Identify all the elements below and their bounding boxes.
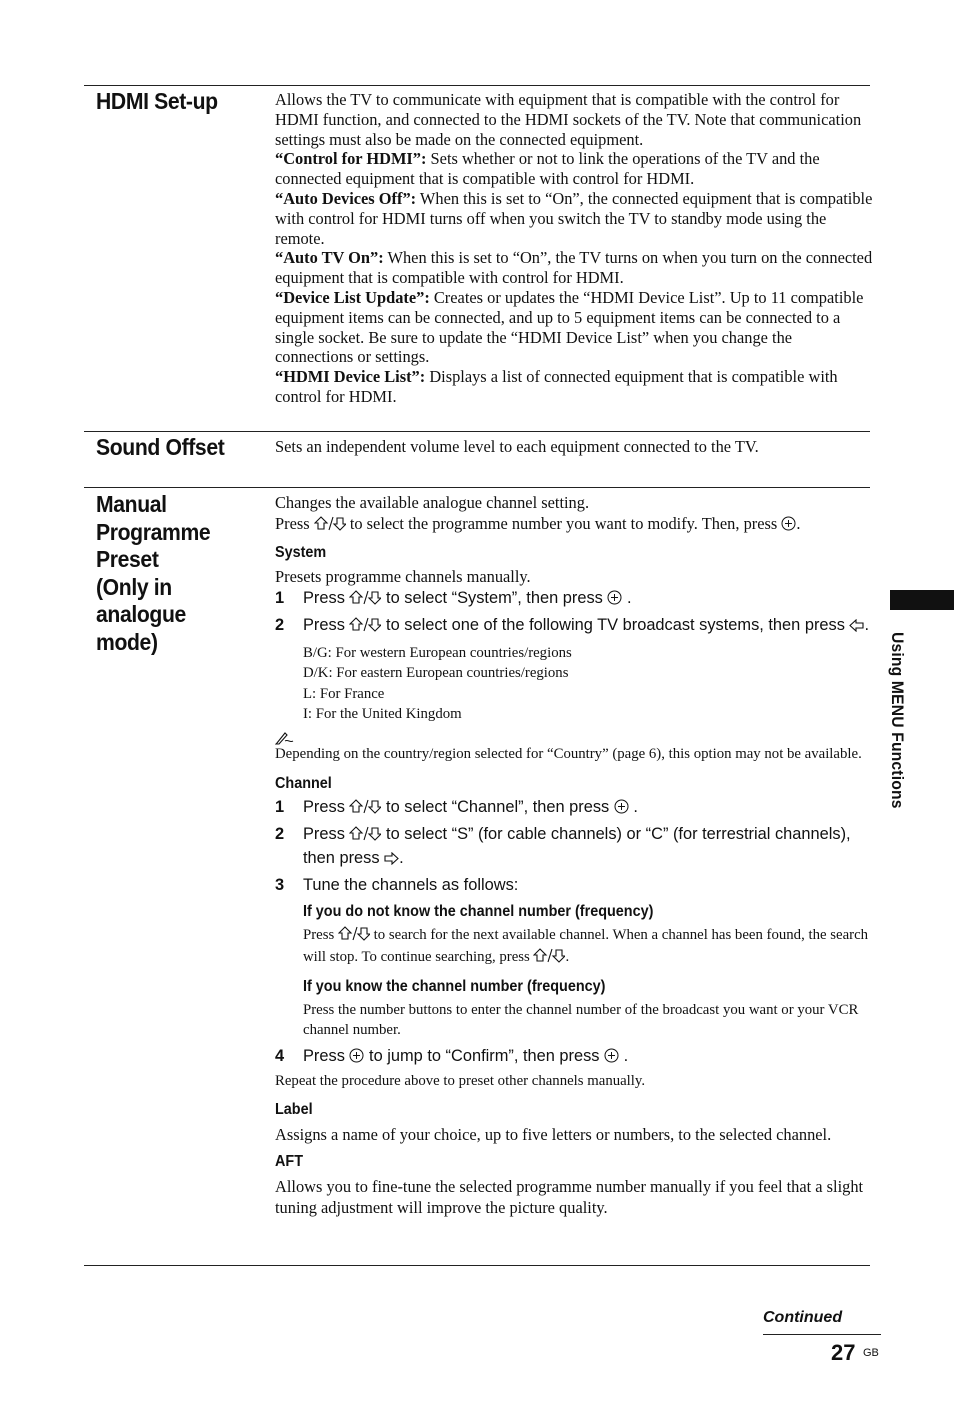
hdmi-item-device-list: “HDMI Device List”: Displays a list of connected equipment that is compatible with control for HDMI.: [275, 367, 838, 406]
known-channel-heading: If you know the channel number (frequency): [303, 977, 606, 995]
system-heading: System: [275, 543, 327, 561]
manual-intro-1: Changes the available analogue channel setting.: [275, 493, 590, 512]
system-step-1: 1 Press to select “System”, then press .: [275, 587, 873, 611]
enter-button-icon: [349, 1047, 364, 1069]
bottom-rule: [84, 1265, 870, 1266]
right-arrow-icon: [384, 849, 399, 871]
hdmi-intro: Allows the TV to communicate with equipment that is compatible with the control for HDMI function, and connected to the HDMI sockets of the TV. Note that communication settings must also be made on the connected equipment.: [275, 90, 862, 149]
aft-heading: AFT: [275, 1152, 303, 1170]
hdmi-item-device-list-update: “Device List Update”: Creates or updates the “HDMI Device List”. Up to 11 compatible equipment items can be connected, and up to 5 equipment items can be connected to a single socket. Be sure to update the “HDMI Device List” when you change the connections or settings.: [275, 287, 864, 367]
rule-manual-preset: [84, 487, 870, 488]
enter-button-icon: [781, 515, 796, 537]
label-heading: Label: [275, 1100, 313, 1118]
up-down-arrow-icon: [338, 926, 370, 948]
page-number: 27: [831, 1340, 856, 1365]
channel-step-3: 3 Tune the channels as follows:: [275, 875, 519, 894]
hdmi-item-control: “Control for HDMI”: Sets whether or not to link the operations of the TV and the connected equipment that is compatible with control for HDMI.: [275, 149, 820, 189]
continued-label: Continued: [763, 1309, 843, 1326]
unknown-channel-heading: If you do not know the channel number (frequency): [303, 902, 654, 920]
sound-offset-title: Sound Offset: [96, 434, 225, 460]
sound-offset-body: [275, 437, 873, 457]
continued-rule: [763, 1334, 881, 1335]
hdmi-item-auto-devices-off: “Auto Devices Off”: When this is set to “On”, the connected equipment that is compatible with control for HDMI turns off when you switch the TV to standby mode using the remote.: [275, 188, 873, 248]
enter-button-icon: [604, 1047, 619, 1069]
system-option-i: I: For the United Kingdom: [303, 706, 462, 723]
up-down-arrow-icon: [314, 515, 346, 537]
sound-offset-text: Sets an independent volume level to each equipment connected to the TV.: [275, 437, 759, 456]
channel-tuning-options: [275, 902, 873, 1041]
channel-step-1: 1 Press to select “Channel”, then press .: [275, 796, 873, 820]
channel-step-4: 4 Press to jump to “Confirm”, then press .: [275, 1045, 873, 1069]
hdmi-setup-body: [275, 90, 873, 407]
hdmi-item-auto-tv-on: “Auto TV On”: When this is set to “On”, the TV turns on when you turn on the connected equipment that is compatible with control for HDMI.: [275, 248, 873, 288]
rule-sound-offset: [84, 431, 870, 432]
manual-intro-2: Press to select the programme number you want to modify. Then, press .: [275, 513, 873, 537]
note-icon: [275, 731, 873, 745]
channel-repeat-note: Repeat the procedure above to preset other channels manually.: [275, 1072, 646, 1089]
up-down-arrow-icon: [349, 825, 381, 847]
manual-preset-title: Manual Programme Preset (Only in analogue mode): [96, 491, 211, 655]
channel-heading: Channel: [275, 774, 332, 792]
up-down-arrow-icon: [349, 589, 381, 611]
enter-button-icon: [614, 798, 629, 820]
system-option-bg: B/G: For western European countries/regions: [303, 644, 572, 661]
broadcast-systems-list: [275, 643, 873, 725]
system-option-l: L: For France: [303, 685, 385, 702]
unknown-channel-text: Press to search for the next available channel. When a channel has been found, the search will stop. To continue searching, press .: [303, 925, 873, 970]
hdmi-setup-title: HDMI Set-up: [96, 88, 218, 114]
channel-step-2: 2 Press to select “S” (for cable channels) or “C” (for terrestrial channels), then press .: [275, 823, 873, 871]
known-channel-text: Press the number buttons to enter the channel number of the broadcast you want or your VCR channel number.: [303, 1001, 859, 1039]
system-note: Depending on the country/region selected for “Country” (page 6), this option may not be available.: [275, 745, 862, 762]
up-down-arrow-icon: [349, 616, 381, 638]
top-rule: [84, 85, 870, 86]
system-desc: Presets programme channels manually.: [275, 566, 531, 586]
system-step-2: 2 Press to select one of the following TV broadcast systems, then press .: [275, 614, 873, 638]
section-tab-label: Using MENU Functions: [888, 632, 907, 809]
system-option-dk: D/K: For eastern European countries/regions: [303, 665, 569, 682]
left-arrow-icon: [849, 616, 864, 638]
manual-preset-body: [275, 493, 873, 1218]
enter-button-icon: [607, 589, 622, 611]
page-number-suffix: GB: [863, 1347, 879, 1359]
label-text: Assigns a name of your choice, up to five letters or numbers, to the selected channel.: [275, 1124, 832, 1144]
up-down-arrow-icon: [533, 948, 565, 970]
aft-text: Allows you to fine-tune the selected programme number manually if you feel that a slight tuning adjustment will improve the picture quality.: [275, 1176, 864, 1217]
section-tab-marker: [890, 590, 954, 610]
up-down-arrow-icon: [349, 798, 381, 820]
